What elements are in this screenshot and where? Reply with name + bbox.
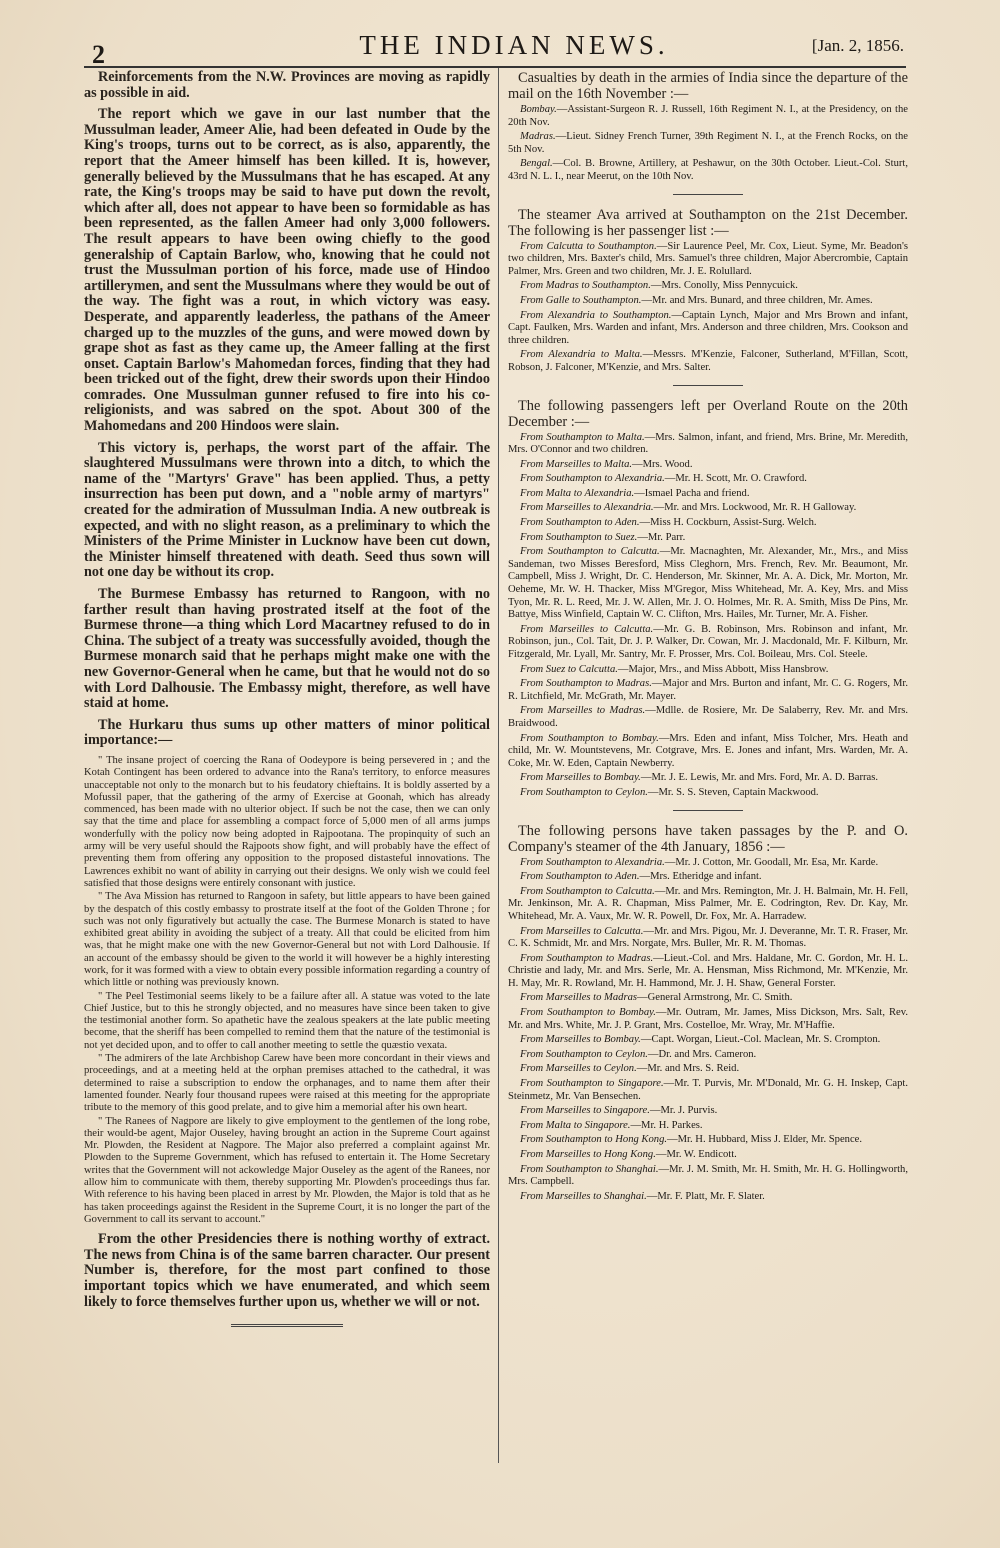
list-item [508,1164,908,1189]
quoted-paragraph: " The Peel Testimonial seems likely to be a failure after all. A statue was voted to the late Chief Justice, but to this he strongly objected, and no measures have since been taken to give the testimonial another form. So apathetic have the zealous speakers at the late public meeting become, that the sheriff has been compelled to remind them that the nature of the testimonial is not yet decided upon, and to offer to call another meeting to settle the quæstio vexata. [84,990,490,1051]
section-heading: The following persons have taken passages by the P. and O. Company's steamer of the 4th January, 1856 :— [508,822,908,855]
entry-text: —Mr. T. Purvis, Mr. M'Donald, Mr. G. H. Inskep, Capt. Steinmetz, Mr. Van Bensechen. [508,1078,908,1102]
entry-text: —Messrs. M'Kenzie, Falconer, Sutherland, M'Fillan, Scott, Robson, J. Falconer, M'Kenzie, and Mrs. Salter. [508,349,909,373]
list-item [508,532,908,545]
list-item [508,953,908,991]
overland-passengers-section [508,398,908,800]
list-item [508,295,908,308]
list-item [508,705,908,730]
route-label: From Suez to Calcutta. [520,663,618,675]
entry-text: —Mr. and Mrs. Lockwood, Mr. R. H Galloway. [653,502,857,514]
list-item [508,857,908,870]
quoted-paragraph: " The Ava Mission has returned to Rangoon in safety, but little appears to have been gained by the despatch of this costly embassy to prostrate itself at the foot of the Golden Throne ; for such was not only figuratively but actually the case. The Burmese Monarch is stated to have exhibited great ability in avoiding the subject of a treaty. All that could be elicited from him was, that he might make one with the new Governor-General but not with Lord Dalhousie. If an account of the embassy should be given to the world it will however be a highly interesting work, for it was formed with a view to obtain every possible information regarding a country of which little or nothing was previously known. [84,891,490,989]
section-heading: The following passengers left per Overland Route on the 20th December :— [508,397,908,430]
route-label: From Marseilles to Singapore. [520,1105,650,1117]
route-label: From Marseilles to Calcutta. [520,925,644,937]
list-item [508,310,908,348]
list-item [508,871,908,884]
casualties-section [508,70,908,184]
list-item [508,664,908,677]
list-item [508,1007,908,1032]
entry-text: —Mr. H. Parkes. [630,1119,703,1131]
route-label: From Marseilles to Calcutta. [520,623,654,635]
entry-text: —Mr. J. Purvis. [649,1105,718,1117]
entry-text: —Lieut.-Col. and Mrs. Haldane, Mr. C. Gordon, Mr. H. L. Christie and lady, Mr. and Mrs. Serle, Mr. A. Hensman, Miss Richmond, Mr. M'Kenzie, Mr. H. May, Mr. R. Rowland, Mr. H. Hammond, Mr. J. H. Shaw, General Forster. [508,952,909,989]
section-heading: The steamer Ava arrived at Southampton on the 21st December. The following is her passenger list :— [508,206,908,239]
entry-text: —General Armstrong, Mr. C. Smith. [637,992,793,1004]
issue-date: [Jan. 2, 1856. [811,36,904,55]
route-label: From Southampton to Suez. [520,531,638,543]
entry-text: —Mr. and Mrs. Remington, Mr. J. H. Balmain, Mr. H. Fell, Mr. Jenkinson, Mr. A. R. Chapman, Miss Palmer, Mr. E. Codrington, Rev. Dr. Kay, Mr. Whitehead, Mr. A. Vaux, Mr. W. R. Powell, Dr. Fox, Mr. A. Harradew. [508,885,908,922]
route-label: From Malta to Alexandria. [520,487,635,499]
entry-text: —Capt. Worgan, Lieut.-Col. Maclean, Mr. S. Crompton. [640,1034,881,1046]
section-rule [673,194,743,195]
route-label: From Calcutta to Southampton. [520,240,657,252]
entry-text: —Mr. and Mrs. S. Reid. [636,1063,740,1075]
route-label: From Marseilles to Alexandria. [520,502,654,514]
route-label: From Southampton to Hong Kong. [520,1134,668,1146]
article-paragraph: The report which we gave in our last number that the Mussulman leader, Ameer Alie, had been defeated in Oude by the King's troops, turns out to be correct, as is also, apparently, the report that the Ameer himself has been killed. It is, however, generally believed by the Mussulmans that he has escaped. At any rate, the King's troops may be said to have put down the revolt, which after all, does not appear to have been so formidable as has been represented, as the fallen Ameer had only 3,000 followers. The result appears to have been owing chiefly to the good generalship of Captain Barlow, who, knowing that he could not trust the Mussulman portion of his force, made use of Hindoo artillerymen, and sent the Mussulmans where they would be out of the way. The fight was a rout, in which victory was easy. Desperate, and apparently leaderless, the pathans of the Ameer charged up to the muzzles of the guns, and were mowed down by grape shot as fast as they came up, the Ameer falling at the first onset. Captain Barlow's Mahomedan forces, finding that they had been tricked out of the fight, drew their swords upon their Hindoo comrades. One Mussulman gunner refused to fire into his co-religionists, and was sabred on the spot. About 300 of the Mahomedans and 200 Hindoos were slain. [84,106,490,435]
route-label: From Southampton to Madras. [520,952,654,964]
route-label: From Southampton to Ceylon. [520,786,648,798]
list-item [508,280,908,293]
route-label: From Southampton to Calcutta. [520,885,655,897]
section-heading: Casualties by death in the armies of India since the departure of the mail on the 16th November :— [508,70,908,102]
entry-text: —Sir Laurence Peel, Mr. Cox, Lieut. Syme, Mr. Beadon's two children, Mrs. Baxter's child, Mrs. Samuel's three children, Major Abercrombie, Captain Palmer, Mrs. Green and two children, Mr. J. E. Rolullard. [508,240,908,277]
entry-text: —Mr. H. Scott, Mr. O. Crawford. [664,473,807,485]
route-label: From Southampton to Ceylon. [520,1048,648,1060]
list-item [508,1191,908,1204]
entry-text: —Mr. W. Endicott. [655,1149,737,1160]
quoted-paragraph: " The insane project of coercing the Rana of Oodeypore is being persevered in ; and the Kotah Contingent has been ordered to advance into the Rana's territory, to enforce measures unacceptable not only to the monarch but to his feudatory chieftains. It is boldly asserted by a Mofussil paper, that the gathering of the army of Exercise at Goonah, which has already commenced, has been made with no ulterior object. If such be not the case, then we can only say that the time and place for assembling a compact force of 5,000 men of all arms jumps wonderfully with the policy now being adopted in Rajpootana. The propinquity of such an army will be very useful should the Rajpoots show fight, and will probably have the effect of preventing them from offering any opposition to the proposed distasteful innovations. The Lawrences exhibit no want of ability in carrying out their designs. We only wish we could feel satisfied that those designs were entirely consonant with justice. [84,754,490,889]
entry-text: —Mrs. Conolly, Miss Pennycuick. [650,280,798,292]
route-label: From Marseilles to Bombay. [520,772,641,784]
station-name: Bengal. [520,158,553,170]
list-item [508,772,908,785]
list-item [508,1063,908,1076]
route-label: From Marseilles to Malta. [520,458,633,470]
list-item [508,241,908,279]
section-rule [673,385,743,386]
route-label: From Southampton to Aden. [520,871,640,883]
section-rule [673,810,743,811]
route-label: From Marseilles to Ceylon. [520,1063,637,1075]
list-item [508,1149,908,1162]
article-paragraph: Reinforcements from the N.W. Provinces are moving as rapidly as possible in aid. [84,69,490,101]
entry-text: —Mrs. Etheridge and infant. [639,871,762,883]
article-paragraph: This victory is, perhaps, the worst part of the affair. The slaughtered Mussulmans were thrown into a ditch, to which the name of the "Martyrs' Grave" has been applied. Thus, a petty insurrection has been put down, and a "noble army of martyrs" created for the admiration of Mussulman India. A new outbreak is expected, and with no slight reason, as a preliminary to which the Ministers of the Prime Minister in Lucknow have been cut down, the Minister himself threatened with death. Seed thus sown will not one day be without its crop. [84,439,490,581]
quoted-paragraph: " The admirers of the late Archbishop Carew have been more concordant in their views and proceedings, and at a meeting held at the orphan premises attached to the cathedral, it was determined to raise a subscription to endow the orphanages, and to name them after their lamented founder. Nearly four thousand rupees were raised at this meeting for the appropriate tribute to the memory of this good prelate, and to give him a memorial after his own heart. [84,1053,490,1114]
route-label: From Southampton to Aden. [520,517,640,529]
entry-text: —Mr. S. S. Steven, Captain Mackwood. [647,786,819,798]
article-paragraph: The Hurkaru thus sums up other matters of minor political importance:— [84,716,490,749]
passenger-list [508,857,908,1204]
route-label: From Southampton to Madras. [520,678,652,690]
route-label: From Marseilles to Hong Kong. [520,1149,656,1160]
station-name: Bombay. [520,104,557,115]
route-label: From Southampton to Singapore. [520,1078,664,1090]
entry-text: —Lieut. Sidney French Turner, 39th Regiment N. I., at the French Rocks, on the 5th Nov. [508,131,908,155]
list-item [508,926,908,951]
casualty-list [508,104,908,184]
entry-text: —Mr. and Mrs. Bunard, and three children, Mr. Ames. [641,294,873,306]
route-label: From Alexandria to Southampton. [520,309,672,321]
list-item [508,1049,908,1062]
list-item [508,886,908,924]
route-label: From Southampton to Calcutta. [520,546,660,558]
list-item [508,517,908,530]
list-item [508,1105,908,1118]
entry-text: —Mr. J. M. Smith, Mr. H. Smith, Mr. H. G. Hollingworth, Mrs. Campbell. [508,1163,908,1188]
entry-text: —Mr. Outram, Mr. James, Miss Dickson, Mrs. Salt, Rev. Mr. and Mrs. White, Mr. J. P. Grant, Mrs. Costelloe, Mr. Wray, Mr. M'Haffie. [508,1007,908,1031]
route-label: From Marseilles to Madras [520,992,638,1004]
route-label: From Madras to Southampton. [520,280,651,292]
header-rule [84,66,906,68]
page-number: 2 [92,40,105,69]
list-item [508,678,908,703]
entry-text: —Mrs. Salmon, infant, and friend, Mrs. Brine, Mr. Meredith, Mrs. O'Connor and two children. [508,431,908,456]
list-item [508,349,908,374]
entry-text: —Ismael Pacha and friend. [634,487,750,499]
po-passengers-section [508,823,908,1204]
article-paragraph: The Burmese Embassy has returned to Rangoon, with no farther result than having prostrated itself at the foot of the Burmese throne—a thing which Lord Macartney refused to do in China. The subject of a treaty was successfully avoided, though the Burmese monarch said that he perhaps might make one with the new Governor-General when he came, but that he would not do so with Lord Dalhousie. The Embassy might, therefore, as well have staid at home. [84,586,490,712]
list-item [508,787,908,800]
passenger-list [508,241,908,375]
list-item [508,1034,908,1047]
entry-text: —Mr. J. E. Lewis, Mr. and Mrs. Ford, Mr. A. D. Barras. [640,772,879,784]
entry-text: —Mr. J. Cotton, Mr. Goodall, Mr. Esa, Mr. Karde. [664,856,879,868]
passenger-list [508,432,908,800]
entry-text: —Captain Lynch, Major and Mrs Brown and infant, Capt. Faulken, Mrs. Warden and infant, Mrs. Anderson and three children, Mrs. Cookson and three children. [508,309,908,346]
list-item [508,502,908,515]
list-item [508,488,908,501]
column-divider [498,68,499,1463]
route-label: From Southampton to Alexandria. [520,856,665,868]
list-item [508,459,908,472]
list-item [508,992,908,1005]
entry-text: —Major and Mrs. Burton and infant, Mr. C. G. Rogers, Mr. R. Litchfield, Mr. McGrath, Mr. Mayer. [508,678,908,702]
entry-text: —Mr. and Mrs. Pigou, Mr. J. Deveranne, Mr. T. R. Fraser, Mr. C. K. Schmidt, Mr. and Mrs. Norgate, Mrs. Buller, Mr. R. M. Thomas. [508,925,908,950]
list-item [508,104,908,129]
entry-text: —Major, Mrs., and Miss Abbott, Miss Hansbrow. [617,663,829,675]
entry-text: —Mrs. Wood. [632,458,693,470]
entry-text: —Assistant-Surgeon R. J. Russell, 16th Regiment N. I., at the Presidency, on the 20th Nov. [508,104,908,128]
entry-text: —Dr. and Mrs. Cameron. [647,1048,757,1060]
route-label: From Southampton to Bombay. [520,1007,656,1019]
left-column [84,70,490,1329]
quoted-paragraph: " The Ranees of Nagpore are likely to give employment to the gentlemen of the long robe, their would-be agent, Major Ouseley, having brought an action in the Supreme Court against Mr. Plowden, the Resident at Nagpore. The Major also preferred a complaint against Mr. Plowden to the Supreme Government, which has refused to entertain it. The Home Secretary writes that the Government will not ackowledge Major Ouseley as the agent of the Ranees, nor allow him to communicate with them, thereby supporting Mr. Plowden's proceedings thus far. With reference to his having been placed in arrest by Mr. Plowden, the Major is told that as he has taken proceedings against the Resident in the Supreme Court, it is no longer the part of the Government to call its servant to account." [84,1115,490,1225]
entry-text: —Mr. G. B. Robinson, Mrs. Robinson and infant, Mr. Robinson, jun., Col. Tait, Dr. J. P. Walker, Dr. Cowan, Mr. J. Macdonald, Mr. F. Kilburn, Mr. Fitzgerald, Mr. Lyall, Mr. Santry, Mr. F. Prosser, Mrs. Col. Boileau, Mrs. Col. Steele. [508,623,908,660]
list-item [508,733,908,771]
list-item [508,473,908,486]
entry-text: —Mr. H. Hubbard, Miss J. Elder, Mr. Spence. [667,1134,863,1146]
route-label: From Malta to Singapore. [520,1119,631,1131]
entry-text: —Mr. Macnaghten, Mr. Alexander, Mr., Mrs., and Miss Sandeman, two Misses Beresford, Miss Cleghorn, Mrs. French, Rev. Mr. Beaumont, Mr. Campbell, Miss J. Wright, Dr. C. Henderson, Mr. Skinner, Mr. A. A. Dick, Mr. Morton, Mr. Oeheme, Mr. W. H. Thacker, Miss M'Gregor, Miss Whitehead, Mr. A. Key, Mrs. and Miss Tyon, Mr. R. L. Reed, Mr. J. W. Allen, Mr. J. O. Holmes, Mr. R. A. Smith, Miss De Pins, Mr. Battye, Miss Winfield, Captain W. C. Clifton, Mrs. Hailes, Mr. Turner, Mr. A. Fisher. [508,546,908,621]
entry-text: —Mr. F. Platt, Mr. F. Slater. [646,1190,765,1202]
entry-text: —Mdlle. de Rosiere, Mr. De Salaberry, Rev. Mr. and Mrs. Braidwood. [508,705,909,729]
list-item [508,1134,908,1147]
route-label: From Marseilles to Bombay. [520,1034,641,1046]
entry-text: —Miss H. Cockburn, Assist-Surg. Welch. [639,517,817,529]
right-column [508,70,908,1203]
route-label: From Southampton to Malta. [520,431,645,443]
list-item [508,1078,908,1103]
list-item [508,546,908,622]
end-rule [231,1324,343,1329]
route-label: From Marseilles to Shanghai. [520,1190,647,1202]
hurkaru-extract [84,755,490,1226]
list-item [508,432,908,457]
list-item [508,158,908,183]
ava-passengers-section [508,207,908,375]
entry-text: —Mr. Parr. [637,531,686,543]
page-header [84,26,904,69]
newspaper-title: THE INDIAN NEWS. [359,30,669,60]
route-label: From Galle to Southampton. [520,294,642,306]
route-label: From Marseilles to Madras. [520,705,646,717]
route-label: From Southampton to Bombay. [520,732,659,744]
station-name: Madras. [520,131,556,143]
entry-text: —Col. B. Browne, Artillery, at Peshawur, on the 30th October. Lieut.-Col. Sturt, 43rd N. L. I., near Meerut, on the 10th Nov. [508,158,908,182]
route-label: From Southampton to Alexandria. [520,473,665,485]
route-label: From Southampton to Shanghai. [520,1163,659,1175]
entry-text: —Mrs. Eden and infant, Miss Tolcher, Mrs. Heath and child, Mr. W. Mountstevens, Mr. Cotgrave, Mrs. E. Jones and infant, Mrs. Warden, Mr. A. Coke, Mr. W. Eden, Captain Newberry. [508,732,908,769]
list-item [508,1120,908,1133]
route-label: From Alexandria to Malta. [520,349,643,361]
list-item [508,131,908,156]
closing-paragraph: From the other Presidencies there is nothing worthy of extract. The news from China is of the same barren character. Our present Number is, therefore, for the most part confined to those important topics which we have enumerated, and which seem likely to force themselves further upon us, whether we will or not. [84,1231,490,1310]
list-item [508,624,908,662]
